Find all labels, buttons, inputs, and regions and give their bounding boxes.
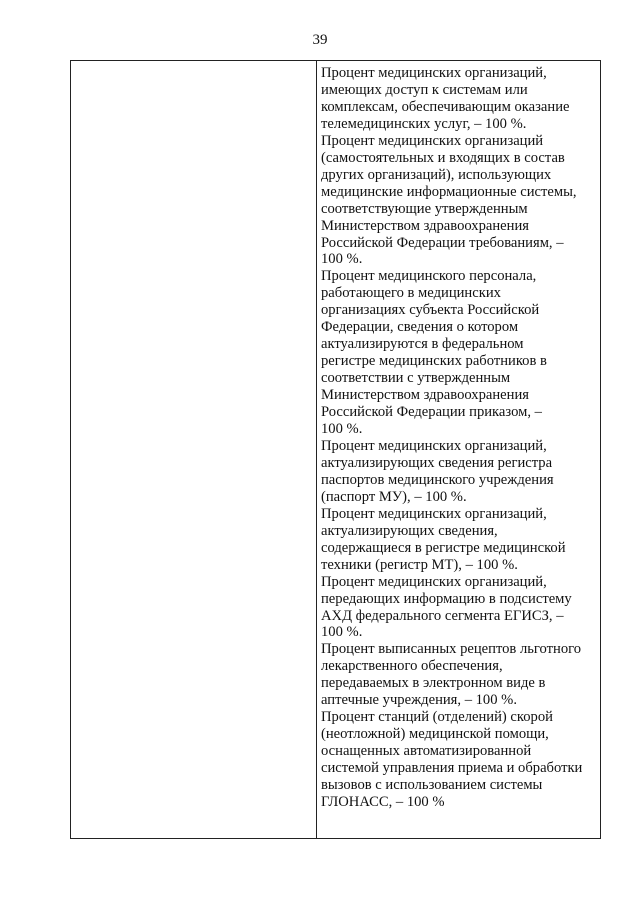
text-line: актуализируются в федеральном	[321, 336, 524, 353]
text-line: Процент выписанных рецептов льготного	[321, 641, 582, 658]
text-line: соответствующие утвержденным	[321, 200, 528, 217]
text-line: техники (регистр МТ), – 100 %.	[321, 556, 518, 573]
document-table	[70, 60, 601, 839]
text-line: Министерством здравоохранения	[321, 217, 529, 234]
text-line: АХД федерального сегмента ЕГИСЗ, –	[321, 607, 564, 624]
text-line: (неотложной) медицинской помощи,	[321, 726, 549, 743]
text-line: Процент медицинских организаций,	[321, 65, 547, 81]
text-line: лекарственного обеспечения,	[321, 658, 503, 675]
text-line: других организаций), использующих	[321, 166, 552, 183]
text-line: вызовов с использованием системы	[321, 777, 543, 794]
text-line: комплексам, обеспечивающим оказание	[321, 98, 570, 115]
page-number: 39	[312, 32, 328, 48]
text-line: Министерством здравоохранения	[321, 387, 529, 404]
text-line: актуализирующих сведения,	[321, 522, 498, 539]
text-line: (паспорт МУ), – 100 %.	[321, 488, 467, 505]
text-line: Процент медицинских организаций,	[321, 573, 547, 590]
text-line: организациях субъекта Российской	[321, 302, 540, 319]
text-line: оснащенных автоматизированной	[321, 743, 532, 760]
text-line: передающих информацию в подсистему	[321, 590, 572, 607]
text-line: передаваемых в электронном виде в	[321, 675, 546, 692]
text-line: актуализирующих сведения регистра	[321, 454, 553, 471]
text-line: Процент станций (отделений) скорой	[321, 709, 553, 726]
text-line: Процент медицинских организаций,	[321, 437, 547, 454]
text-line: медицинские информационные системы,	[321, 183, 577, 200]
text-line: Российской Федерации требованиям, –	[321, 234, 564, 251]
text-line: Процент медицинского персонала,	[321, 268, 537, 285]
text-line: содержащиеся в регистре медицинской	[321, 539, 566, 556]
text-line: регистре медицинских работников в	[321, 353, 547, 370]
text-line: телемедицинских услуг, – 100 %.	[321, 115, 527, 132]
text-line: имеющих доступ к системам или	[321, 81, 528, 98]
text-line: Федерации, сведения о котором	[321, 319, 519, 336]
table-right-cell	[317, 61, 600, 838]
text-line: Процент медицинских организаций	[321, 132, 544, 149]
text-line: 100 %.	[321, 624, 363, 641]
text-line: работающего в медицинских	[321, 285, 501, 302]
text-line: (самостоятельных и входящих в состав	[321, 149, 565, 166]
text-line: соответствии с утвержденным	[321, 370, 511, 387]
text-line: Процент медицинских организаций,	[321, 505, 547, 522]
text-line: аптечные учреждения, – 100 %.	[321, 692, 517, 709]
text-line: паспортов медицинского учреждения	[321, 471, 554, 488]
text-line: 100 %.	[321, 251, 363, 268]
text-line: системой управления приема и обработки	[321, 760, 583, 777]
text-line: ГЛОНАСС, – 100 %	[321, 793, 445, 810]
text-line: 100 %.	[321, 421, 363, 438]
table-left-cell	[71, 61, 317, 838]
text-line: Российской Федерации приказом, –	[321, 404, 542, 421]
